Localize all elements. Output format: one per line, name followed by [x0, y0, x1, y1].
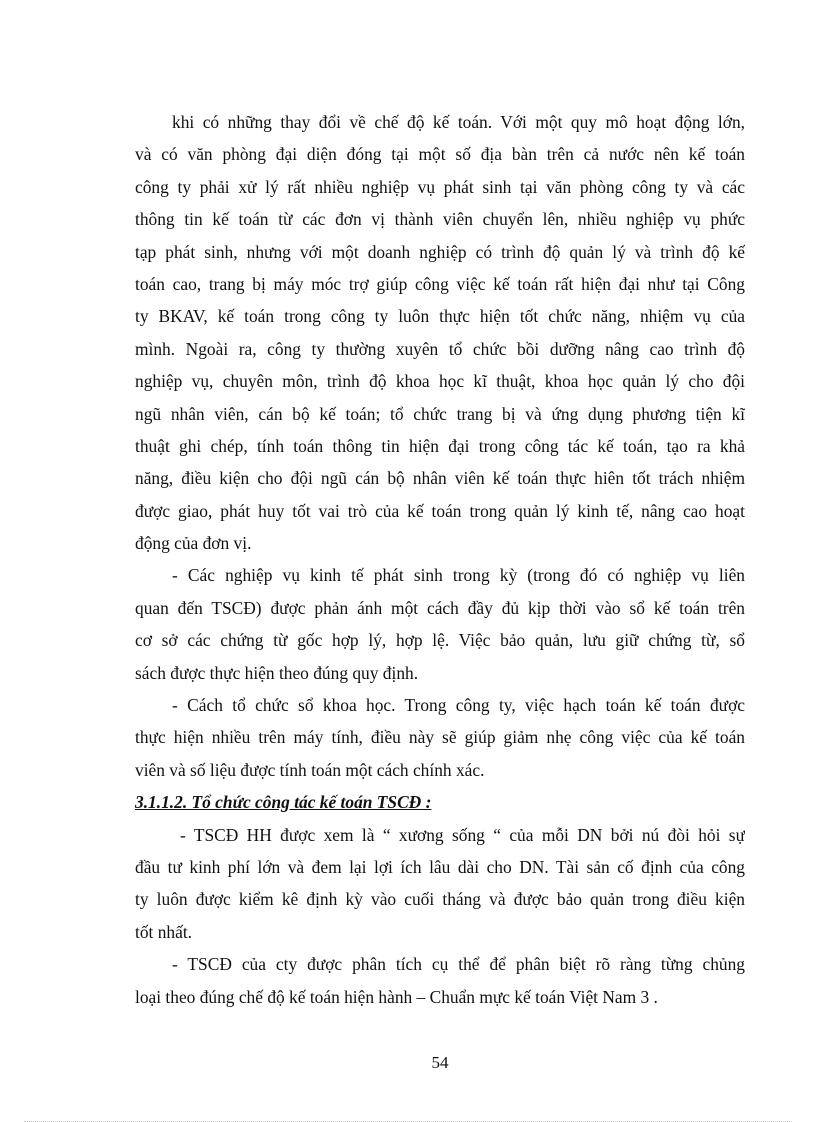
paragraph-tangible-assets [135, 819, 745, 949]
text-line: - TSCĐ của cty được phân tích cụ thể để phân biệt rõ ràng từng chủng [172, 954, 745, 975]
text-line: - Cách tổ chức sổ khoa học. Trong công ty, việc hạch toán kế toán được [172, 695, 745, 716]
text-line: tốt nhất. [135, 921, 192, 942]
text-line: ngũ nhân viên, cán bộ kế toán; tổ chức trang bị và ứng dụng phương tiện kĩ [135, 403, 745, 424]
text-line: loại theo đúng chế độ kế toán hiện hành – Chuẩn mực kế toán Việt Nam 3 . [135, 986, 658, 1007]
text-line: nghiệp vụ, chuyên môn, trình độ khoa học kĩ thuật, khoa học quản lý cho đội [135, 371, 745, 392]
text-line: cơ sở các chứng từ gốc hợp lý, hợp lệ. Việc bảo quản, lưu giữ chứng từ, sổ [135, 630, 745, 651]
page-number: 54 [431, 1053, 449, 1072]
page-bottom-divider [24, 1121, 792, 1122]
paragraph-accounting-overview [135, 106, 745, 559]
text-line: động của đơn vị. [135, 533, 252, 554]
text-line: toán cao, trang bị máy móc trợ giúp công việc kế toán rất hiện đại như tại Công [135, 273, 745, 294]
text-line: thuật ghi chép, tính toán thông tin hiện đại trong công tác kế toán, tạo ra khả [135, 435, 745, 456]
text-line: - TSCĐ HH được xem là “ xương sống “ của mỗi DN bởi nú đòi hỏi sự [180, 824, 745, 845]
text-line: thực hiện nhiều trên máy tính, điều này sẽ giúp giảm nhẹ công việc của kế toán [135, 727, 745, 748]
text-line: năng, điều kiện cho đội ngũ cán bộ nhân viên kế toán thực hiên tốt trách nhiệm [135, 468, 745, 489]
page-content [135, 106, 745, 1013]
text-line: mình. Ngoài ra, công ty thường xuyên tổ chức bồi dưỡng nâng cao trình độ [135, 338, 745, 359]
paragraph-bookkeeping [135, 689, 745, 786]
text-line: và có văn phòng đại diện đóng tại một số địa bàn trên cả nước nên kế toán [135, 144, 745, 165]
text-line: quan đến TSCĐ) được phản ánh một cách đầy đủ kịp thời vào sổ kế toán trên [135, 597, 745, 618]
text-line: - Các nghiệp vụ kinh tế phát sinh trong kỳ (trong đó có nghiệp vụ liên [172, 565, 745, 586]
text-line: tạp phát sinh, nhưng với một doanh nghiệp có trình độ quản lý và trình độ kế [135, 241, 745, 262]
text-line: công ty phải xử lý rất nhiều nghiệp vụ phát sinh tại văn phòng công ty và các [135, 176, 745, 197]
text-line: được giao, phát huy tốt vai trò của kế toán trong quản lý kinh tế, nâng cao hoạt [135, 500, 745, 521]
text-line: viên và số liệu được tính toán một cách chính xác. [135, 759, 485, 780]
text-line: thông tin kế toán từ các đơn vị thành viên chuyển lên, nhiều nghiệp vụ phức [135, 209, 745, 230]
section-heading: 3.1.1.2. Tổ chức công tác kế toán TSCĐ : [135, 792, 432, 813]
text-line: ty luôn được kiểm kê định kỳ vào cuối tháng và được bảo quản trong điều kiện [135, 889, 745, 910]
paragraph-asset-classification [135, 948, 745, 1013]
text-line: sách được thực hiện theo đúng quy định. [135, 662, 419, 683]
text-line: khi có những thay đổi về chế độ kế toán. Với một quy mô hoạt động lớn, [172, 112, 745, 132]
text-line: ty BKAV, kế toán trong công ty luôn thực hiện tốt chức năng, nhiệm vụ của [135, 306, 745, 327]
paragraph-transactions [135, 559, 745, 689]
text-line: đầu tư kinh phí lớn và đem lại lợi ích lâu dài cho DN. Tài sản cố định của công [135, 856, 745, 877]
